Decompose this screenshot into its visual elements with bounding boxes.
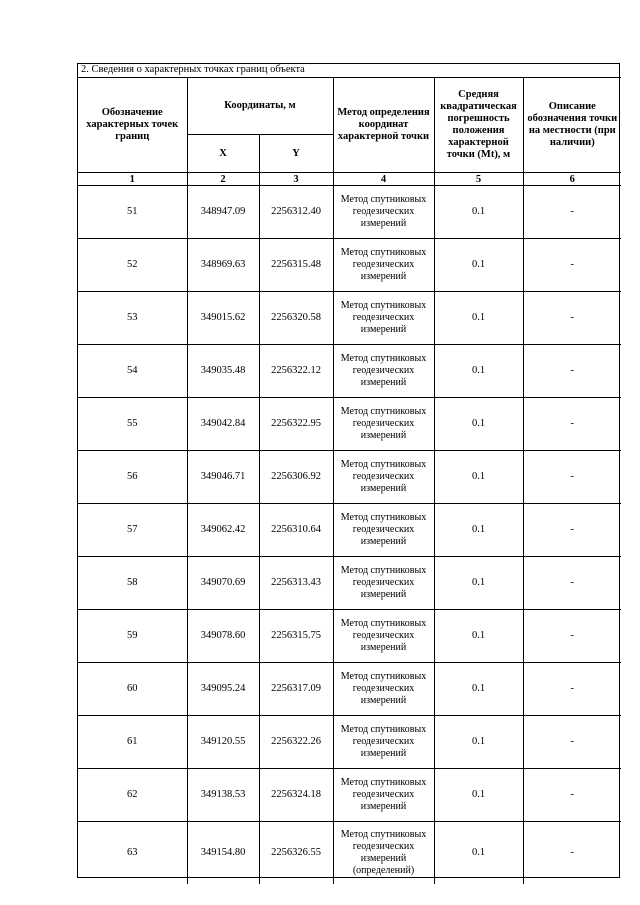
- accuracy-cell: 0.1: [434, 345, 523, 398]
- point-cell: 55: [78, 398, 187, 451]
- y-coordinate-cell: 2256326.55: [259, 822, 333, 885]
- y-coordinate-cell: 2256310.64: [259, 504, 333, 557]
- point-cell: 63: [78, 822, 187, 885]
- column-number: 2: [187, 173, 259, 186]
- description-cell: -: [523, 239, 621, 292]
- header-description: Описание обозначения точки на местности (при наличии): [523, 78, 621, 173]
- column-number: 4: [333, 173, 434, 186]
- header-method: Метод определения координат характерной точки: [333, 78, 434, 173]
- description-cell: -: [523, 557, 621, 610]
- method-cell: Метод спутниковых геодезических измерений: [333, 398, 434, 451]
- description-cell: -: [523, 716, 621, 769]
- point-cell: 60: [78, 663, 187, 716]
- accuracy-cell: 0.1: [434, 769, 523, 822]
- header-coordinates: Координаты, м: [187, 78, 333, 135]
- x-coordinate-cell: 349154.80: [187, 822, 259, 885]
- accuracy-cell: 0.1: [434, 716, 523, 769]
- accuracy-cell: 0.1: [434, 822, 523, 885]
- point-cell: 56: [78, 451, 187, 504]
- table-row: [78, 557, 621, 610]
- y-coordinate-cell: 2256306.92: [259, 451, 333, 504]
- method-cell: Метод спутниковых геодезических измерений: [333, 663, 434, 716]
- y-coordinate-cell: 2256320.58: [259, 292, 333, 345]
- x-coordinate-cell: 349046.71: [187, 451, 259, 504]
- x-coordinate-cell: 348969.63: [187, 239, 259, 292]
- column-number: 6: [523, 173, 621, 186]
- table-row: [78, 504, 621, 557]
- description-cell: -: [523, 345, 621, 398]
- boundary-points-table: [78, 64, 621, 884]
- method-cell: Метод спутниковых геодезических измерений: [333, 504, 434, 557]
- x-coordinate-cell: 349062.42: [187, 504, 259, 557]
- x-coordinate-cell: 349042.84: [187, 398, 259, 451]
- accuracy-cell: 0.1: [434, 186, 523, 239]
- method-cell: Метод спутниковых геодезических измерений: [333, 451, 434, 504]
- x-coordinate-cell: 349035.48: [187, 345, 259, 398]
- accuracy-cell: 0.1: [434, 504, 523, 557]
- table-row: [78, 292, 621, 345]
- accuracy-cell: 0.1: [434, 610, 523, 663]
- method-cell: Метод спутниковых геодезических измерений: [333, 610, 434, 663]
- description-cell: -: [523, 398, 621, 451]
- accuracy-cell: 0.1: [434, 557, 523, 610]
- method-cell: Метод спутниковых геодезических измерений: [333, 557, 434, 610]
- accuracy-cell: 0.1: [434, 398, 523, 451]
- point-cell: 54: [78, 345, 187, 398]
- description-cell: -: [523, 663, 621, 716]
- y-coordinate-cell: 2256312.40: [259, 186, 333, 239]
- description-cell: -: [523, 610, 621, 663]
- description-cell: -: [523, 451, 621, 504]
- section-title: 2. Сведения о характерных точках границ объекта: [78, 64, 621, 78]
- method-cell: Метод спутниковых геодезических измерений: [333, 716, 434, 769]
- point-cell: 57: [78, 504, 187, 557]
- y-coordinate-cell: 2256322.95: [259, 398, 333, 451]
- column-number: 3: [259, 173, 333, 186]
- method-cell: Метод спутниковых геодезических измерений: [333, 769, 434, 822]
- point-cell: 53: [78, 292, 187, 345]
- method-cell: Метод спутниковых геодезических измерений: [333, 345, 434, 398]
- x-coordinate-cell: 349095.24: [187, 663, 259, 716]
- method-cell: Метод спутниковых геодезических измерений (определений): [333, 822, 434, 885]
- accuracy-cell: 0.1: [434, 663, 523, 716]
- x-coordinate-cell: 349070.69: [187, 557, 259, 610]
- column-number: 5: [434, 173, 523, 186]
- table-row: [78, 345, 621, 398]
- table-row: [78, 610, 621, 663]
- point-cell: 51: [78, 186, 187, 239]
- y-coordinate-cell: 2256315.75: [259, 610, 333, 663]
- method-cell: Метод спутниковых геодезических измерений: [333, 239, 434, 292]
- point-cell: 61: [78, 716, 187, 769]
- table-row: [78, 769, 621, 822]
- accuracy-cell: 0.1: [434, 451, 523, 504]
- table-row: [78, 239, 621, 292]
- accuracy-cell: 0.1: [434, 292, 523, 345]
- method-cell: Метод спутниковых геодезических измерений: [333, 186, 434, 239]
- table-row: [78, 822, 621, 885]
- x-coordinate-cell: 349078.60: [187, 610, 259, 663]
- column-number: 1: [78, 173, 187, 186]
- description-cell: -: [523, 769, 621, 822]
- x-coordinate-cell: 349015.62: [187, 292, 259, 345]
- point-cell: 62: [78, 769, 187, 822]
- y-coordinate-cell: 2256315.48: [259, 239, 333, 292]
- header-accuracy: Средняя квадратическая погрешность положения характерной точки (Mt), м: [434, 78, 523, 173]
- table-row: [78, 663, 621, 716]
- header-y: Y: [259, 135, 333, 173]
- y-coordinate-cell: 2256324.18: [259, 769, 333, 822]
- y-coordinate-cell: 2256313.43: [259, 557, 333, 610]
- point-cell: 59: [78, 610, 187, 663]
- y-coordinate-cell: 2256317.09: [259, 663, 333, 716]
- point-cell: 58: [78, 557, 187, 610]
- accuracy-cell: 0.1: [434, 239, 523, 292]
- table-row: [78, 398, 621, 451]
- y-coordinate-cell: 2256322.26: [259, 716, 333, 769]
- table-row: [78, 716, 621, 769]
- point-cell: 52: [78, 239, 187, 292]
- x-coordinate-cell: 349138.53: [187, 769, 259, 822]
- header-designation: Обозначение характерных точек границ: [78, 78, 187, 173]
- x-coordinate-cell: 348947.09: [187, 186, 259, 239]
- x-coordinate-cell: 349120.55: [187, 716, 259, 769]
- description-cell: -: [523, 822, 621, 885]
- description-cell: -: [523, 504, 621, 557]
- description-cell: -: [523, 186, 621, 239]
- table-row: [78, 186, 621, 239]
- document-table-frame: [77, 63, 620, 878]
- table-row: [78, 451, 621, 504]
- y-coordinate-cell: 2256322.12: [259, 345, 333, 398]
- header-x: X: [187, 135, 259, 173]
- description-cell: -: [523, 292, 621, 345]
- method-cell: Метод спутниковых геодезических измерений: [333, 292, 434, 345]
